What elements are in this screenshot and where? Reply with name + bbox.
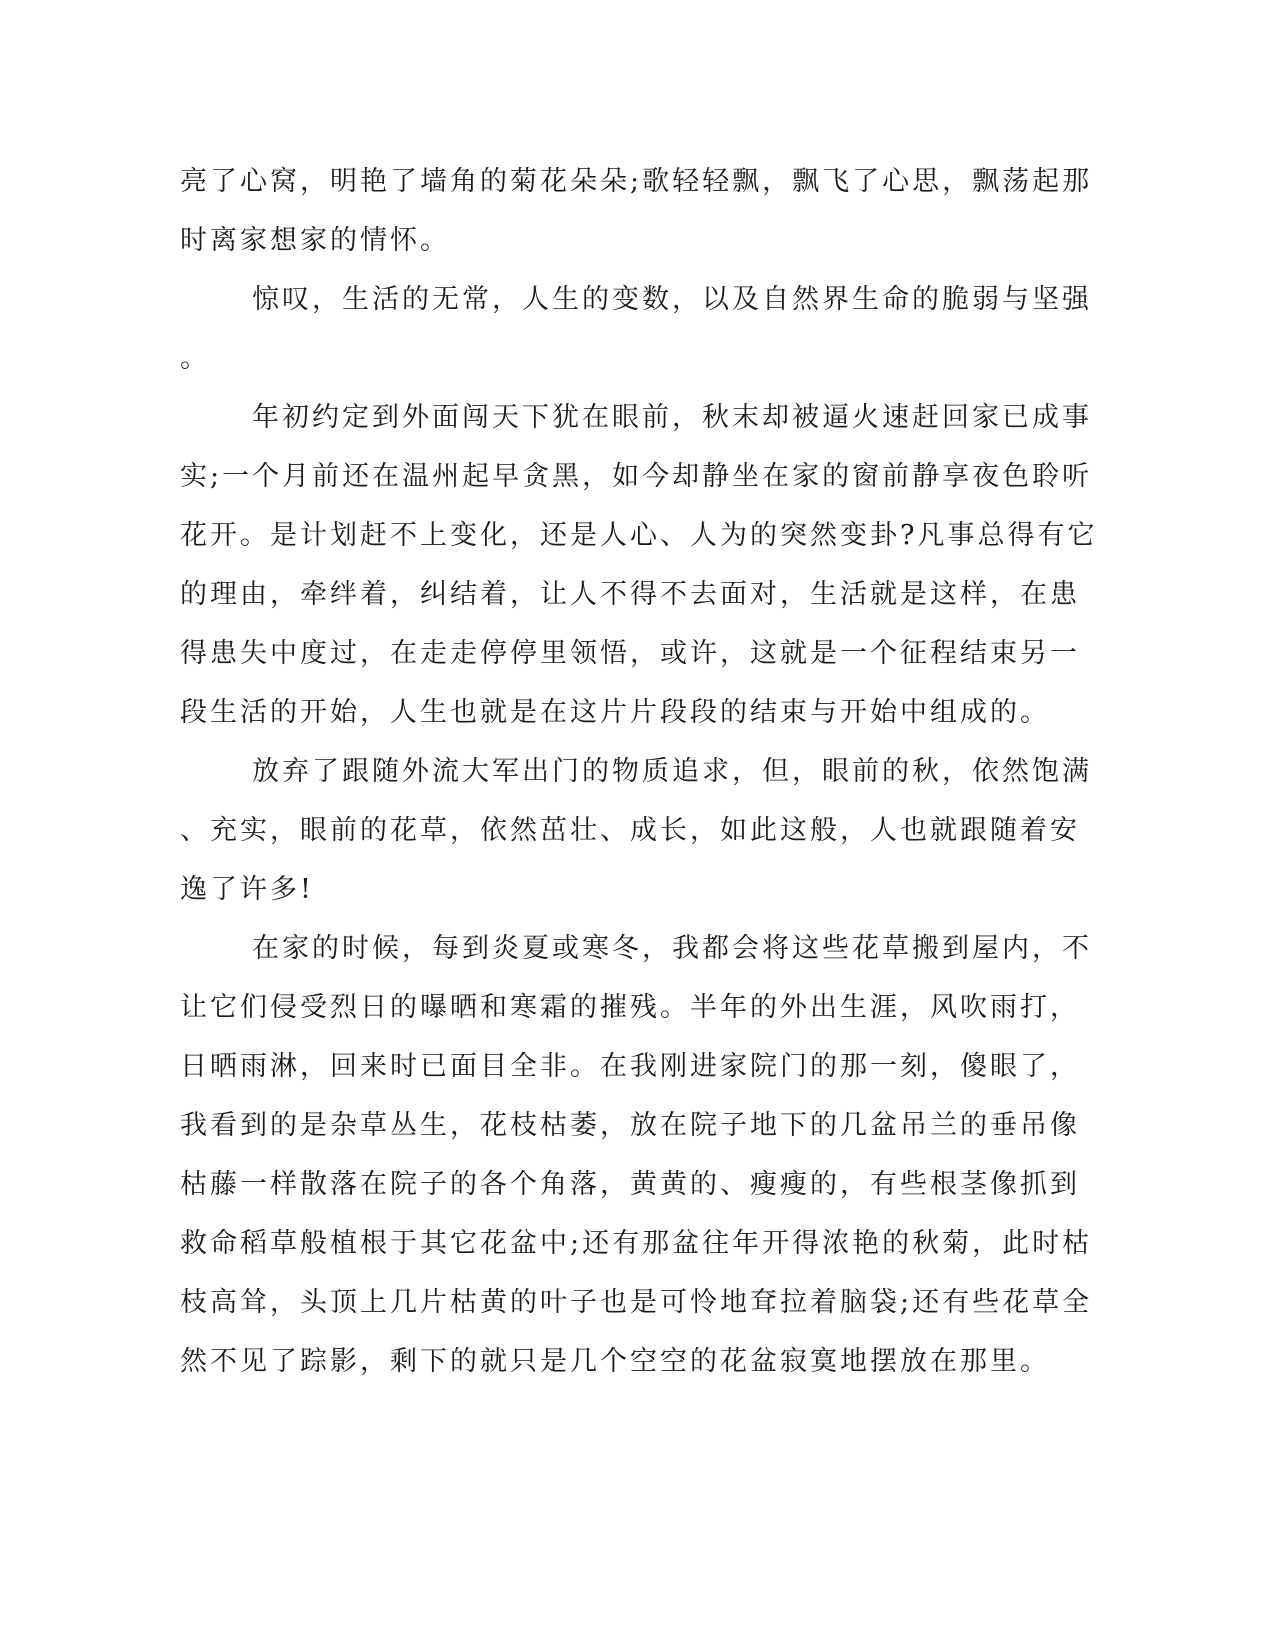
text-line: 然不见了踪影，剩下的就只是几个空空的花盆寂寞地摆放在那里。 [180,1346,1050,1377]
text-line: 段生活的开始，人生也就是在这片片段段的结束与开始中组成的。 [180,697,1050,728]
text-line: 让它们侵受烈日的曝晒和寒霜的摧残。半年的外出生涯，风吹雨打， [180,992,1080,1023]
paragraph-first-line: 放弃了跟随外流大军出门的物质追求，但，眼前的秋，依然饱满 [252,756,1092,787]
text-line: 得患失中度过，在走走停停里领悟，或许，这就是一个征程结束另一 [180,638,1080,669]
text-line: 时离家想家的情怀。 [180,225,450,256]
text-line: 亮了心窝，明艳了墙角的菊花朵朵;歌轻轻飘，飘飞了心思，飘荡起那 [180,166,1093,197]
text-line: 逸了许多! [180,874,314,905]
text-line: 日晒雨淋，回来时已面目全非。在我刚进家院门的那一刻，傻眼了， [180,1051,1080,1082]
text-line: 我看到的是杂草丛生，花枝枯萎，放在院子地下的几盆吊兰的垂吊像 [180,1110,1080,1141]
text-line: 救命稻草般植根于其它花盆中;还有那盆往年开得浓艳的秋菊，此时枯 [180,1228,1093,1259]
text-line: 枯藤一样散落在院子的各个角落，黄黄的、瘦瘦的，有些根茎像抓到 [180,1169,1080,1200]
text-line: 、充实，眼前的花草，依然茁壮、成长，如此这般，人也就跟随着安 [180,815,1080,846]
text-line: 的理由，牵绊着，纠结着，让人不得不去面对，生活就是这样，在患 [180,579,1080,610]
text-line: 枝高耸，头顶上几片枯黄的叶子也是可怜地耷拉着脑袋;还有些花草全 [180,1287,1093,1318]
text-line: 花开。是计划赶不上变化，还是人心、人为的突然变卦?凡事总得有它 [180,520,1098,551]
paragraph-first-line: 在家的时候，每到炎夏或寒冬，我都会将这些花草搬到屋内，不 [252,933,1092,964]
text-line: 实;一个月前还在温州起早贪黑，如今却静坐在家的窗前静享夜色聆听 [180,461,1093,492]
paragraph-first-line: 年初约定到外面闯天下犹在眼前，秋末却被逼火速赶回家已成事 [252,402,1092,433]
text-line: 。 [180,343,210,374]
paragraph-first-line: 惊叹，生活的无常，人生的变数，以及自然界生命的脆弱与坚强 [252,284,1092,315]
